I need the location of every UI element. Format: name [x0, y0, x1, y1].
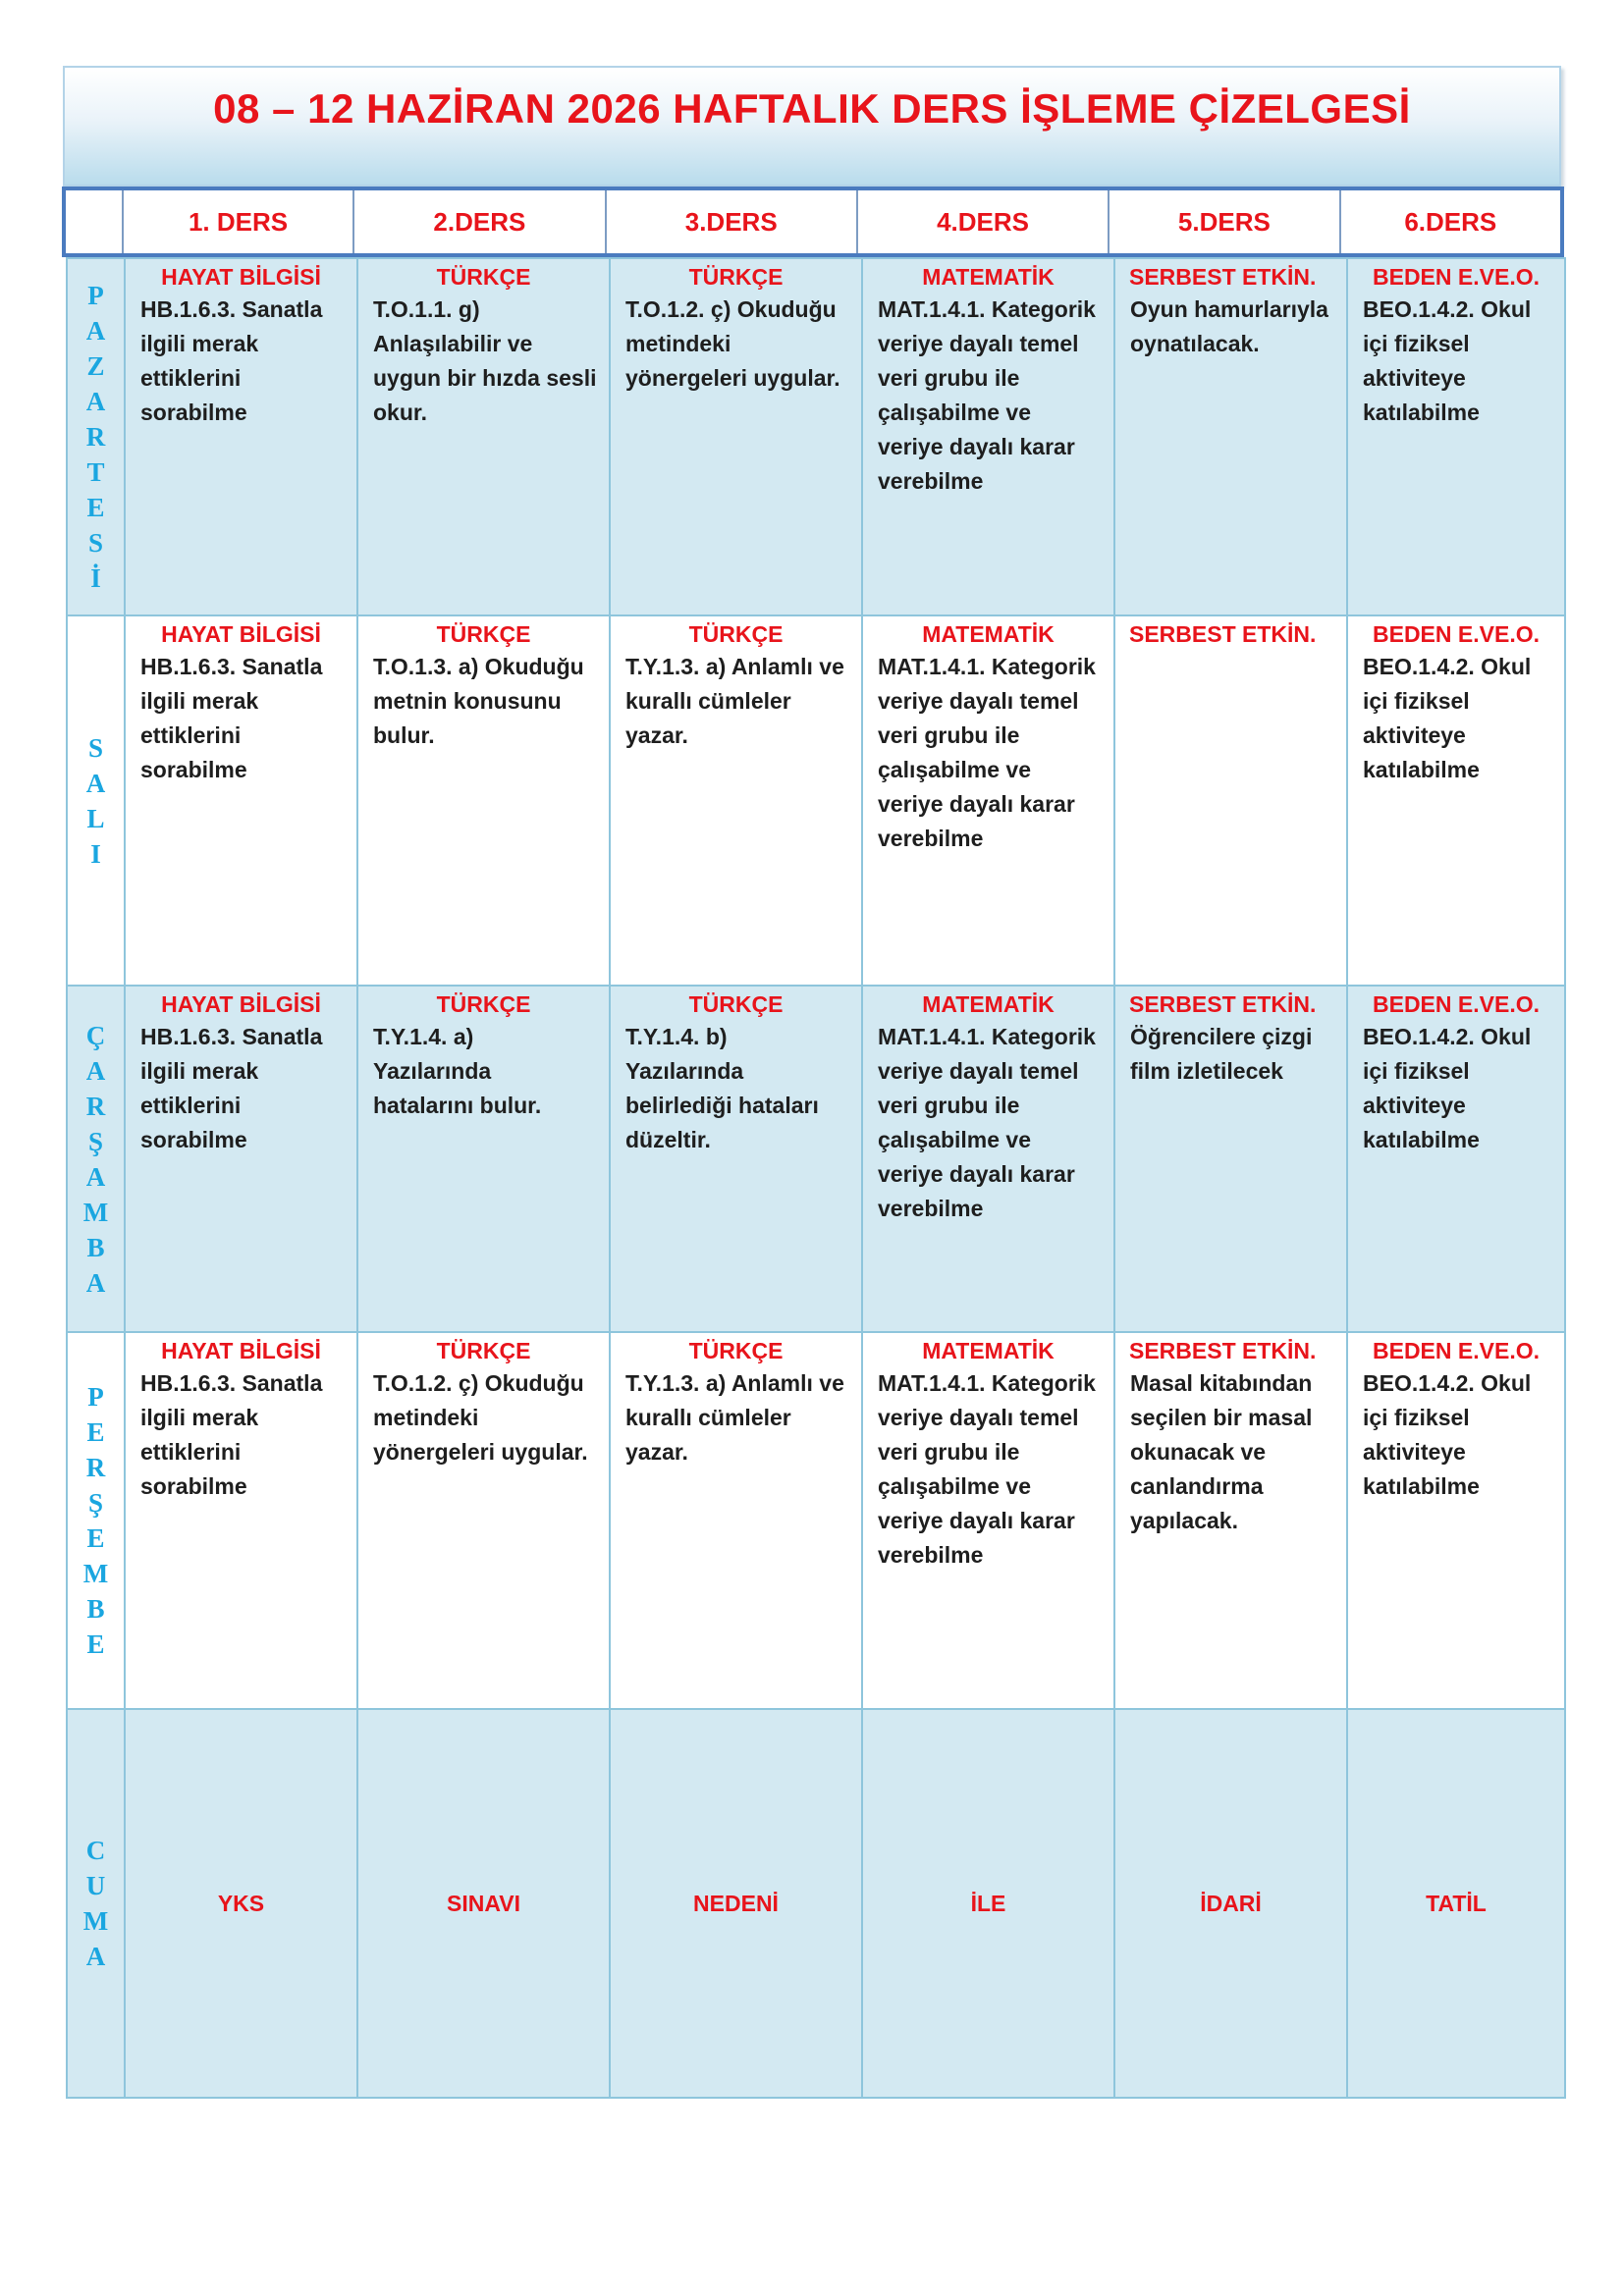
- objective-text: BEO.1.4.2. Okul içi fiziksel aktiviteye katılabilme: [1363, 1370, 1532, 1499]
- objective-text: T.Y.1.3. a) Anlamlı ve kurallı cümleler yazar.: [625, 654, 844, 748]
- subject-label: SERBEST ETKİN.: [1129, 1338, 1317, 1363]
- objective-text: BEO.1.4.2. Okul içi fiziksel aktiviteye katılabilme: [1363, 1024, 1532, 1152]
- objective-text: T.Y.1.4. a) Yazılarında hatalarını bulur.: [373, 1024, 542, 1118]
- subject-label: TÜRKÇE: [688, 991, 784, 1017]
- subject-label: HAYAT BİLGİSİ: [161, 264, 321, 290]
- subject-label: MATEMATİK: [922, 264, 1055, 290]
- day-letter: E: [86, 1417, 105, 1447]
- day-name-vertical: [68, 1833, 124, 1974]
- day-letter: E: [86, 1523, 105, 1553]
- day-letter: S: [87, 528, 104, 558]
- lesson-cell: [1114, 986, 1347, 1332]
- title-banner: [63, 66, 1561, 187]
- header-lesson-6: 6.DERS: [1404, 206, 1497, 237]
- day-label-cell: [67, 615, 125, 986]
- lesson-cell: [357, 258, 610, 615]
- day-letter: A: [85, 316, 106, 346]
- day-letter: L: [86, 803, 105, 833]
- day-name-vertical: [68, 1018, 124, 1301]
- day-letter: R: [85, 422, 106, 452]
- schedule-table: [66, 257, 1566, 2099]
- lesson-cell: [862, 1332, 1114, 1709]
- lesson-cell: [357, 615, 610, 986]
- objective-text: T.O.1.1. g) Anlaşılabilir ve uygun bir hızda sesli okur.: [373, 296, 597, 425]
- lesson-cell: [357, 1332, 610, 1709]
- holiday-cell: [125, 1709, 357, 2098]
- day-letter: S: [87, 732, 104, 763]
- subject-label: HAYAT BİLGİSİ: [161, 621, 321, 647]
- objective-text: MAT.1.4.1. Kategorik veriye dayalı temel veri grubu ile çalışabilme ve veriye dayalı karar verebilme: [878, 1370, 1096, 1568]
- day-letter: M: [82, 1559, 109, 1588]
- lesson-cell: [862, 615, 1114, 986]
- lesson-cell: [610, 986, 862, 1332]
- header-corner-cell: [66, 190, 124, 253]
- holiday-text: SINAVI: [447, 1890, 520, 1916]
- subject-label: HAYAT BİLGİSİ: [161, 991, 321, 1017]
- day-letter: B: [86, 1594, 105, 1624]
- header-lesson-4: 4.DERS: [858, 190, 1110, 253]
- lesson-cell: [1347, 986, 1565, 1332]
- objective-text: HB.1.6.3. Sanatla ilgili merak ettiklerini sorabilme: [140, 1370, 323, 1499]
- subject-label: BEDEN E.VE.O.: [1373, 1338, 1540, 1363]
- holiday-cell: [357, 1709, 610, 2098]
- subject-label: BEDEN E.VE.O.: [1373, 621, 1540, 647]
- objective-text: Oyun hamurlarıyla oynatılacak.: [1130, 296, 1328, 356]
- holiday-cell: [862, 1709, 1114, 2098]
- holiday-text: İLE: [970, 1890, 1006, 1916]
- day-letter: Ç: [85, 1020, 106, 1050]
- lesson-cell: [862, 986, 1114, 1332]
- day-letter: A: [85, 768, 106, 798]
- subject-label: TÜRKÇE: [436, 991, 531, 1017]
- lesson-cell: [1347, 1332, 1565, 1709]
- objective-text: MAT.1.4.1. Kategorik veriye dayalı temel veri grubu ile çalışabilme ve veriye dayalı karar verebilme: [878, 654, 1096, 851]
- subject-label: BEDEN E.VE.O.: [1373, 264, 1540, 290]
- objective-text: BEO.1.4.2. Okul içi fiziksel aktiviteye katılabilme: [1363, 654, 1532, 782]
- holiday-cell: [1114, 1709, 1347, 2098]
- day-letter: E: [86, 493, 105, 522]
- header-lesson-1: 1. DERS: [124, 190, 354, 253]
- subject-label: SERBEST ETKİN.: [1129, 621, 1317, 647]
- lesson-cell: [862, 258, 1114, 615]
- day-letter: U: [85, 1871, 106, 1900]
- holiday-text: TATİL: [1426, 1890, 1487, 1916]
- subject-label: SERBEST ETKİN.: [1129, 991, 1317, 1017]
- day-letter: P: [87, 1382, 104, 1412]
- day-row-perşembe: [67, 1332, 1565, 1709]
- page-title: 08 – 12 HAZİRAN 2026 HAFTALIK DERS İŞLEME ÇİZELGESİ: [213, 85, 1411, 132]
- holiday-text: YKS: [217, 1890, 265, 1916]
- day-letter: M: [82, 1197, 109, 1227]
- subject-label: BEDEN E.VE.O.: [1373, 991, 1540, 1017]
- objective-text: T.O.1.2. ç) Okuduğu metindeki yönergeleri uygular.: [625, 296, 840, 391]
- day-letter: I: [90, 838, 101, 869]
- lesson-cell: [1114, 258, 1347, 615]
- objective-text: T.Y.1.4. b) Yazılarında belirlediği hataları düzeltir.: [625, 1024, 819, 1152]
- lesson-cell: [610, 1332, 862, 1709]
- lesson-cell: [610, 615, 862, 986]
- day-row-pazartesi̇: [67, 258, 1565, 615]
- day-letter: A: [85, 1161, 106, 1192]
- day-name-vertical: [68, 1379, 124, 1662]
- lesson-cell: [1114, 615, 1347, 986]
- objective-text: T.Y.1.3. a) Anlamlı ve kurallı cümleler yazar.: [625, 1370, 844, 1465]
- day-letter: A: [85, 1267, 106, 1298]
- subject-label: TÜRKÇE: [436, 621, 531, 647]
- holiday-text: İDARİ: [1200, 1890, 1262, 1916]
- day-letter: R: [85, 1091, 106, 1121]
- day-letter: T: [86, 457, 105, 487]
- day-letter: M: [82, 1906, 109, 1936]
- day-letter: İ: [90, 563, 101, 593]
- day-row-cuma: [67, 1709, 1565, 2098]
- header-lesson-5: 5.DERS: [1110, 190, 1340, 253]
- subject-label: MATEMATİK: [922, 991, 1055, 1017]
- objective-text: HB.1.6.3. Sanatla ilgili merak ettiklerini sorabilme: [140, 1024, 323, 1152]
- header-lesson-2: 2.DERS: [354, 190, 606, 253]
- lesson-cell: [610, 258, 862, 615]
- subject-label: SERBEST ETKİN.: [1129, 264, 1317, 290]
- day-letter: Ş: [87, 1126, 104, 1156]
- subject-label: MATEMATİK: [922, 621, 1055, 647]
- subject-label: TÜRKÇE: [436, 264, 531, 290]
- day-letter: A: [85, 387, 106, 416]
- day-letter: R: [85, 1453, 106, 1482]
- day-name-vertical: [68, 278, 124, 596]
- objective-text: HB.1.6.3. Sanatla ilgili merak ettiklerini sorabilme: [140, 654, 323, 782]
- day-label-cell: [67, 1709, 125, 2098]
- holiday-text: NEDENİ: [693, 1890, 779, 1916]
- lesson-cell: [1114, 1332, 1347, 1709]
- holiday-cell: [1347, 1709, 1565, 2098]
- objective-text: MAT.1.4.1. Kategorik veriye dayalı temel veri grubu ile çalışabilme ve veriye dayalı karar verebilme: [878, 1024, 1096, 1221]
- subject-label: MATEMATİK: [922, 1338, 1055, 1363]
- day-letter: A: [85, 1055, 106, 1086]
- objective-text: MAT.1.4.1. Kategorik veriye dayalı temel veri grubu ile çalışabilme ve veriye dayalı karar verebilme: [878, 296, 1096, 494]
- subject-label: HAYAT BİLGİSİ: [161, 1338, 321, 1363]
- lesson-cell: [357, 986, 610, 1332]
- lesson-cell: [125, 258, 357, 615]
- day-letter: E: [86, 1629, 105, 1659]
- day-row-sali: [67, 615, 1565, 986]
- day-label-cell: [67, 986, 125, 1332]
- lesson-cell: [125, 986, 357, 1332]
- lesson-cell: [125, 615, 357, 986]
- day-label-cell: [67, 258, 125, 615]
- lesson-cell: [1347, 615, 1565, 986]
- subject-label: TÜRKÇE: [688, 621, 784, 647]
- holiday-cell: [610, 1709, 862, 2098]
- lesson-cell: [1347, 258, 1565, 615]
- day-letter: C: [85, 1836, 106, 1865]
- objective-text: T.O.1.2. ç) Okuduğu metindeki yönergeleri uygular.: [373, 1370, 588, 1465]
- day-letter: Ş: [87, 1488, 104, 1518]
- day-label-cell: [67, 1332, 125, 1709]
- objective-text: Masal kitabından seçilen bir masal okunacak ve canlandırma yapılacak.: [1130, 1370, 1313, 1533]
- lesson-cell: [125, 1332, 357, 1709]
- subject-label: TÜRKÇE: [436, 1338, 531, 1363]
- objective-text: BEO.1.4.2. Okul içi fiziksel aktiviteye katılabilme: [1363, 296, 1532, 425]
- day-letter: P: [87, 281, 104, 310]
- header-lesson-3: 3.DERS: [607, 190, 858, 253]
- objective-text: T.O.1.3. a) Okuduğu metnin konusunu bulur.: [373, 654, 584, 748]
- subject-label: TÜRKÇE: [688, 264, 784, 290]
- lesson-header-row: [62, 187, 1564, 257]
- day-letter: B: [86, 1232, 105, 1262]
- day-letter: A: [85, 1942, 106, 1971]
- subject-label: TÜRKÇE: [688, 1338, 784, 1363]
- day-name-vertical: [68, 730, 124, 872]
- objective-text: HB.1.6.3. Sanatla ilgili merak ettiklerini sorabilme: [140, 296, 323, 425]
- day-letter: Z: [86, 351, 105, 381]
- objective-text: Öğrencilere çizgi film izletilecek: [1130, 1024, 1313, 1084]
- day-row-çarşamba: [67, 986, 1565, 1332]
